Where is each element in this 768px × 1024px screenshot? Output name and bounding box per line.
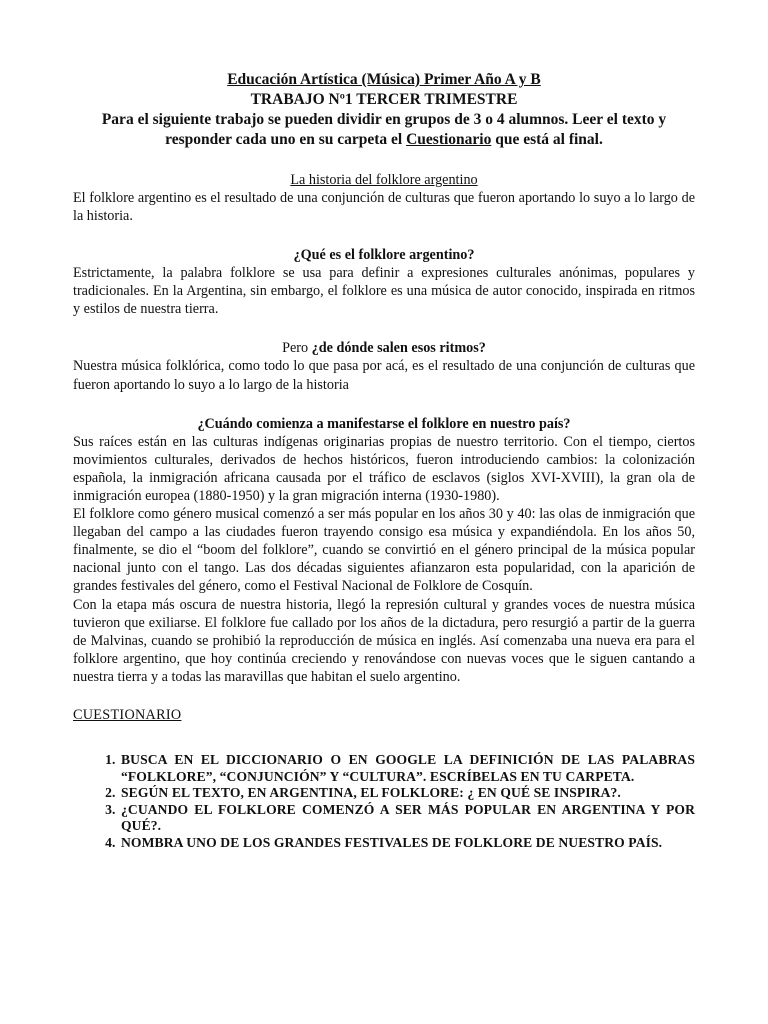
- question-list: [73, 752, 695, 852]
- question-item: 4. NOMBRA UNO DE LOS GRANDES FESTIVALES DE FOLKLORE DE NUESTRO PAÍS.: [119, 835, 695, 852]
- cuestionario-reference: Cuestionario: [406, 131, 492, 148]
- paragraph: El folklore argentino es el resultado de una conjunción de culturas que fueron aportando lo suyo a lo largo de la historia.: [73, 190, 695, 225]
- assignment-title: TRABAJO Nº1 TERCER TRIMESTRE: [250, 91, 518, 108]
- instructions: [73, 110, 695, 150]
- paragraph: El folklore como género musical comenzó a ser más popular en los años 30 y 40: las olas de inmigración que llegaban del campo a las ciudades fueron trayendo consigo esa música y expandiéndola. En los años 50, finalmente, se dio el “boom del folklore”, cuando se convirtió en el género principal de la música popular nacional junto con el tango. Las dos décadas siguientes afianzaron esta popularidad, con la aparición de grandes festivales del género, como el Festival Nacional de Folklore de Cosquín.: [73, 506, 695, 595]
- section-heading: ¿Qué es el folklore argentino?: [293, 247, 475, 264]
- paragraph: Con la etapa más oscura de nuestra historia, llegó la represión cultural y grandes voces de nuestra música tuvieron que exiliarse. El folklore fue callado por los años de la dictadura, pero resurgió a partir de la guerra de Malvinas, cuando se prohibió la reproducción de música en inglés. Así comenzaba una nueva era para el folklore argentino, que hoy continúa creciendo y renovándose con nuevas voces que le siguen cantando a nuestra tierra y a todas las maravillas que habitan el suelo argentino.: [73, 596, 695, 685]
- paragraph: Nuestra música folklórica, como todo lo que pasa por acá, es el resultado de una conjunción de culturas que fueron aportando lo suyo a lo largo de la historia: [73, 358, 695, 393]
- question-item: 2. SEGÚN EL TEXTO, EN ARGENTINA, EL FOLKLORE: ¿ EN QUÉ SE INSPIRA?.: [119, 785, 695, 802]
- instructions-text: Para el siguiente trabajo se pueden dividir en grupos de 3 o 4 alumnos. Leer el texto y responder cada uno en su carpeta el: [101, 111, 667, 148]
- paragraph: Estrictamente, la palabra folklore se usa para definir a expresiones culturales anónimas, populares y tradicionales. En la Argentina, sin embargo, el folklore es una música de autor conocido, inspirada en ritmos y estilos de nuestra tierra.: [73, 265, 695, 318]
- section-que-es: [73, 246, 695, 318]
- heading-question: ¿de dónde salen esos ritmos?: [311, 340, 486, 357]
- section-heading: [73, 339, 695, 357]
- cuestionario-heading: CUESTIONARIO: [73, 706, 182, 723]
- question-item: 1. BUSCA EN EL DICCIONARIO O EN GOOGLE LA DEFINICIÓN DE LAS PALABRAS “FOLKLORE”, “CONJUNCIÓN” Y “CULTURA”. ESCRÍBELAS EN TU CARPETA.: [119, 752, 695, 785]
- course-title: Educación Artística (Música) Primer Año A y B: [227, 71, 541, 88]
- paragraph: Sus raíces están en las culturas indígenas originarias propias de nuestro territorio. Con el tiempo, ciertos movimientos culturales, derivados de hechos históricos, fueron introduciendo cambios: la colonización española, la inmigración africana causada por el tráfico de esclavos (siglos XVI-XVIII), la gran ola de inmigración europea (1880-1950) y la gran migración interna (1930-1980).: [73, 433, 695, 504]
- section-heading: ¿Cuándo comienza a manifestarse el folklore en nuestro país?: [197, 415, 571, 432]
- instructions-end: que está al final.: [491, 131, 603, 148]
- section-cuando: [73, 415, 695, 686]
- section-heading: La historia del folklore argentino: [290, 172, 478, 188]
- section-historia: [73, 171, 695, 225]
- section-ritmos: [73, 339, 695, 393]
- question-item: 3. ¿CUANDO EL FOLKLORE COMENZÓ A SER MÁS POPULAR EN ARGENTINA Y POR QUÉ?.: [119, 802, 695, 835]
- heading-prefix: Pero: [282, 340, 312, 357]
